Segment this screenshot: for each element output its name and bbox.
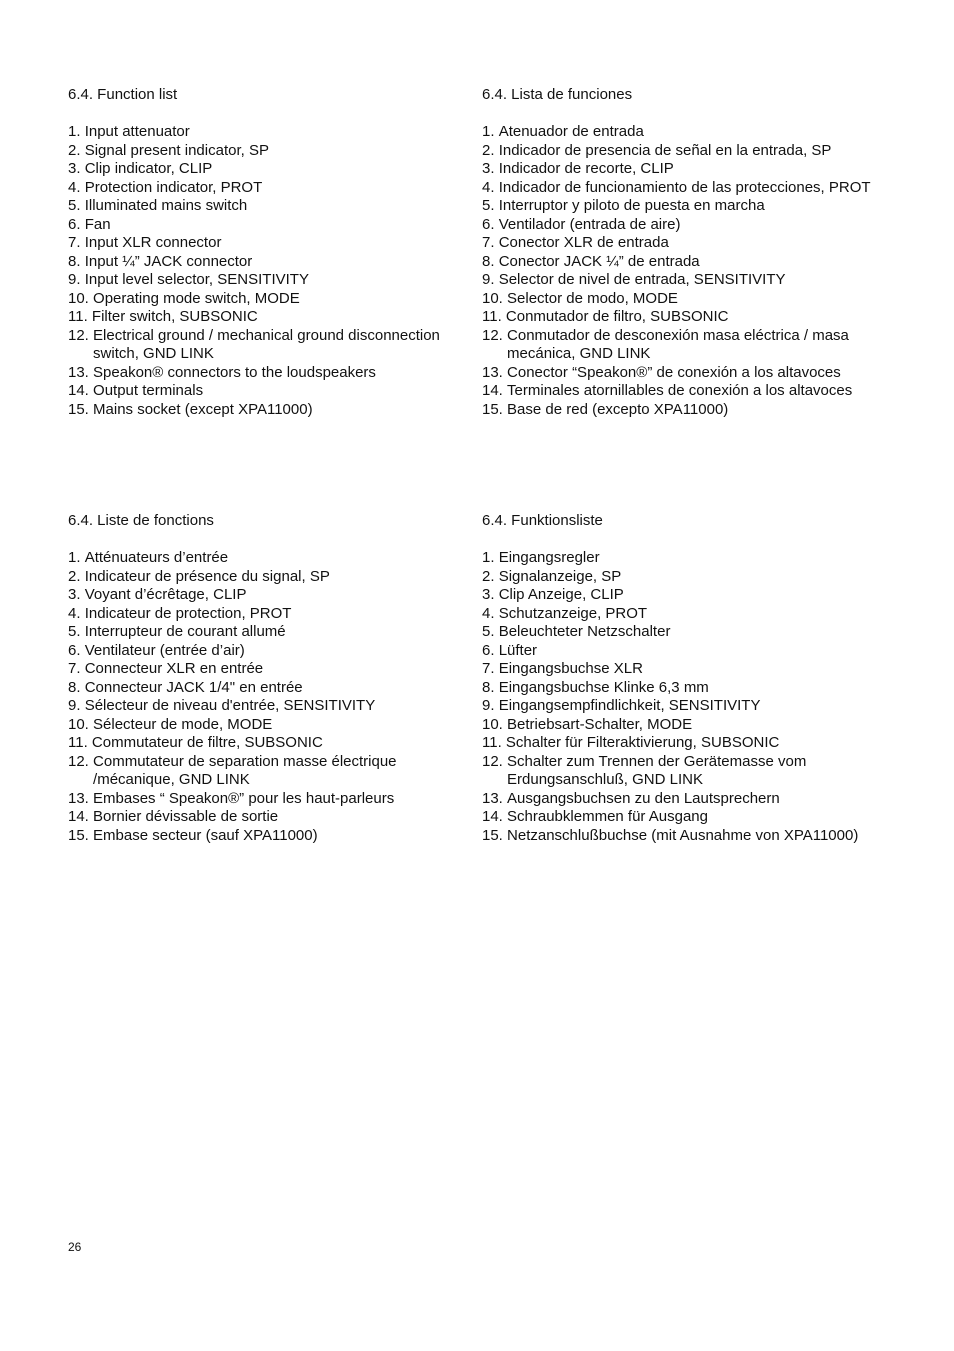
list-item [68, 549, 468, 568]
item-text: Betriebsart-Schalter, MODE [507, 715, 693, 733]
list-item [482, 308, 882, 327]
item-number: 5. [68, 197, 85, 214]
item-number: 11. [482, 734, 506, 751]
item-text: Commutateur de separation masse électrique /mécanique, GND LINK [93, 752, 397, 788]
list-item [68, 401, 468, 420]
section-title: 6.4. Lista de funciones [482, 86, 633, 103]
item-text: Mains socket (except XPA11000) [93, 400, 313, 418]
list-item [68, 290, 468, 309]
item-number: 3. [482, 586, 499, 603]
list-item [68, 308, 468, 327]
list-item [482, 605, 882, 624]
item-number: 10. [68, 289, 94, 307]
item-number: 7. [482, 234, 499, 251]
item-number: 4. [68, 604, 85, 622]
item-text: Sélecteur de niveau d'entrée, SENSITIVITY [84, 697, 376, 714]
item-number: 5. [68, 623, 85, 640]
function-list [68, 549, 468, 845]
item-text: Conector JACK ¼” de entrada [498, 252, 700, 270]
item-text: Eingangsbuchse Klinke 6,3 mm [498, 678, 709, 696]
item-number: 12. [68, 326, 94, 344]
item-text: Eingangsbuchse XLR [498, 660, 643, 677]
item-number: 7. [68, 660, 85, 677]
list-item [482, 142, 882, 161]
item-number: 11. [482, 308, 506, 325]
item-text: Operating mode switch, MODE [93, 289, 300, 307]
item-number: 15. [482, 826, 508, 844]
item-text: Selector de nivel de entrada, SENSITIVITY [498, 271, 786, 288]
list-item [68, 790, 468, 809]
item-text: Filter switch, SUBSONIC [91, 308, 258, 325]
list-item [482, 234, 882, 253]
item-text: Ventilateur (entrée d’air) [84, 641, 245, 659]
list-item [482, 586, 882, 605]
item-text: Atténuateurs d’entrée [84, 549, 229, 566]
list-item [482, 123, 882, 142]
item-number: 1. [68, 123, 85, 140]
item-text: Clip Anzeige, CLIP [498, 586, 624, 603]
item-text: Sélecteur de mode, MODE [93, 715, 273, 733]
list-item [482, 697, 882, 716]
item-number: 14. [68, 808, 94, 825]
item-text: Indicador de presencia de señal en la entrada, SP [498, 141, 832, 159]
item-number: 5. [482, 623, 499, 640]
item-text: Conector XLR de entrada [498, 234, 669, 251]
list-item [482, 179, 882, 198]
list-item [68, 679, 468, 698]
list-item [68, 697, 468, 716]
item-text: Eingangsempfindlichkeit, SENSITIVITY [498, 697, 761, 714]
list-item [482, 808, 882, 827]
item-number: 6. [482, 215, 499, 233]
list-item [482, 660, 882, 679]
item-number: 15. [482, 400, 508, 418]
list-item [68, 382, 468, 401]
list-item [68, 216, 468, 235]
list-item [482, 160, 882, 179]
item-number: 2. [482, 567, 499, 585]
item-text: Fan [84, 215, 111, 233]
item-text: Schutzanzeige, PROT [498, 604, 648, 622]
item-number: 2. [68, 567, 85, 585]
list-item [482, 549, 882, 568]
item-number: 8. [482, 252, 499, 270]
list-item [68, 179, 468, 198]
list-item [68, 253, 468, 272]
item-text: Indicateur de protection, PROT [84, 604, 292, 622]
item-number: 3. [68, 160, 85, 177]
list-item [68, 642, 468, 661]
item-number: 3. [68, 586, 85, 603]
item-text: Signalanzeige, SP [498, 567, 622, 585]
item-number: 14. [482, 808, 508, 825]
list-item [68, 827, 468, 846]
item-number: 4. [482, 604, 499, 622]
item-text: Ausgangsbuchsen zu den Lautsprechern [507, 789, 780, 807]
item-text: Beleuchteter Netzschalter [498, 623, 671, 640]
list-item [482, 364, 882, 383]
item-number: 6. [68, 641, 85, 659]
list-item [68, 568, 468, 587]
item-text: Indicateur de présence du signal, SP [84, 567, 330, 585]
list-item [482, 382, 882, 401]
item-text: Lüfter [498, 641, 538, 659]
item-number: 9. [482, 697, 499, 714]
item-number: 11. [68, 734, 92, 751]
item-number: 14. [482, 382, 508, 399]
item-text: Ventilador (entrada de aire) [498, 215, 681, 233]
item-number: 13. [68, 363, 94, 381]
list-item [68, 234, 468, 253]
item-number: 6. [68, 215, 85, 233]
list-item [68, 716, 468, 735]
list-item [482, 753, 882, 790]
item-number: 15. [68, 826, 94, 844]
item-number: 4. [482, 178, 499, 196]
item-text: Netzanschlußbuchse (mit Ausnahme von XPA11000) [507, 826, 859, 844]
section-function-list-fr [68, 512, 468, 845]
section-title: 6.4. Funktionsliste [482, 512, 603, 529]
item-number: 10. [482, 715, 508, 733]
item-text: Connecteur JACK 1/4" en entrée [84, 678, 303, 696]
item-number: 10. [68, 715, 94, 733]
list-item [482, 734, 882, 753]
item-number: 13. [482, 789, 508, 807]
list-item [482, 327, 882, 364]
section-title: 6.4. Liste de fonctions [68, 512, 214, 529]
item-text: Embases “ Speakon®” pour les haut-parleurs [93, 789, 395, 807]
section-function-list-es [482, 86, 882, 419]
item-number: 8. [68, 678, 85, 696]
function-list [482, 549, 882, 845]
item-number: 9. [68, 271, 85, 288]
item-text: Conector “Speakon®” de conexión a los altavoces [507, 363, 841, 381]
item-text: Eingangsregler [498, 549, 600, 566]
item-text: Conmutador de filtro, SUBSONIC [505, 308, 729, 325]
list-item [482, 642, 882, 661]
item-number: 7. [482, 660, 499, 677]
item-text: Input ¼” JACK connector [84, 252, 253, 270]
list-item [68, 660, 468, 679]
function-list [482, 123, 882, 419]
list-item [482, 716, 882, 735]
item-text: Interruptor y piloto de puesta en marcha [498, 197, 765, 214]
item-text: Schraubklemmen für Ausgang [507, 808, 708, 825]
item-number: 6. [482, 641, 499, 659]
item-text: Connecteur XLR en entrée [84, 660, 264, 677]
item-number: 13. [482, 363, 508, 381]
item-text: Atenuador de entrada [498, 123, 644, 140]
list-item [482, 679, 882, 698]
item-text: Speakon® connectors to the loudspeakers [93, 363, 376, 381]
item-text: Indicador de recorte, CLIP [498, 160, 674, 177]
item-text: Voyant d’écrêtage, CLIP [84, 586, 247, 603]
item-number: 12. [482, 752, 508, 770]
item-text: Embase secteur (sauf XPA11000) [93, 826, 318, 844]
item-text: Clip indicator, CLIP [84, 160, 213, 177]
section-function-list-de [482, 512, 882, 845]
item-number: 14. [68, 382, 94, 399]
item-text: Indicador de funcionamiento de las protecciones, PROT [498, 178, 871, 196]
list-item [482, 827, 882, 846]
list-item [482, 271, 882, 290]
item-text: Selector de modo, MODE [507, 289, 678, 307]
item-number: 4. [68, 178, 85, 196]
item-number: 2. [68, 141, 85, 159]
list-item [68, 327, 468, 364]
list-item [68, 123, 468, 142]
list-item [68, 271, 468, 290]
list-item [68, 623, 468, 642]
item-number: 15. [68, 400, 94, 418]
item-number: 5. [482, 197, 499, 214]
list-item [68, 160, 468, 179]
item-text: Signal present indicator, SP [84, 141, 269, 159]
item-number: 1. [68, 549, 85, 566]
item-number: 9. [68, 697, 85, 714]
function-list [68, 123, 468, 419]
item-text: Protection indicator, PROT [84, 178, 263, 196]
list-item [68, 753, 468, 790]
item-number: 3. [482, 160, 499, 177]
item-number: 10. [482, 289, 508, 307]
item-text: Conmutador de desconexión masa eléctrica / masa mecánica, GND LINK [507, 326, 849, 362]
list-item [482, 290, 882, 309]
section-function-list-en [68, 86, 468, 419]
item-number: 2. [482, 141, 499, 159]
item-number: 9. [482, 271, 499, 288]
item-text: Input XLR connector [84, 234, 222, 251]
list-item [68, 586, 468, 605]
item-number: 1. [482, 123, 499, 140]
item-number: 12. [482, 326, 508, 344]
list-item [68, 808, 468, 827]
list-item [482, 790, 882, 809]
list-item [68, 605, 468, 624]
list-item [482, 568, 882, 587]
list-item [68, 142, 468, 161]
list-item [482, 623, 882, 642]
item-text: Input level selector, SENSITIVITY [84, 271, 309, 288]
item-text: Schalter zum Trennen der Gerätemasse vom Erdungsanschluß, GND LINK [507, 752, 807, 788]
list-item [482, 216, 882, 235]
item-text: Input attenuator [84, 123, 190, 140]
item-number: 11. [68, 308, 92, 325]
item-text: Electrical ground / mechanical ground disconnection switch, GND LINK [93, 326, 440, 362]
list-item [68, 197, 468, 216]
list-item [68, 364, 468, 383]
list-item [482, 253, 882, 272]
item-number: 7. [68, 234, 85, 251]
item-text: Schalter für Filteraktivierung, SUBSONIC [505, 734, 780, 751]
page-number: 26 [68, 1240, 82, 1254]
item-text: Commutateur de filtre, SUBSONIC [91, 734, 323, 751]
list-item [482, 197, 882, 216]
list-item [482, 401, 882, 420]
item-text: Output terminals [93, 382, 204, 399]
item-number: 8. [482, 678, 499, 696]
item-text: Bornier dévissable de sortie [93, 808, 279, 825]
item-text: Interrupteur de courant allumé [84, 623, 286, 640]
item-text: Terminales atornillables de conexión a los altavoces [507, 382, 853, 399]
item-text: Base de red (excepto XPA11000) [507, 400, 729, 418]
item-number: 1. [482, 549, 499, 566]
item-number: 12. [68, 752, 94, 770]
list-item [68, 734, 468, 753]
section-title: 6.4. Function list [68, 86, 178, 103]
item-text: Illuminated mains switch [84, 197, 248, 214]
item-number: 13. [68, 789, 94, 807]
item-number: 8. [68, 252, 85, 270]
